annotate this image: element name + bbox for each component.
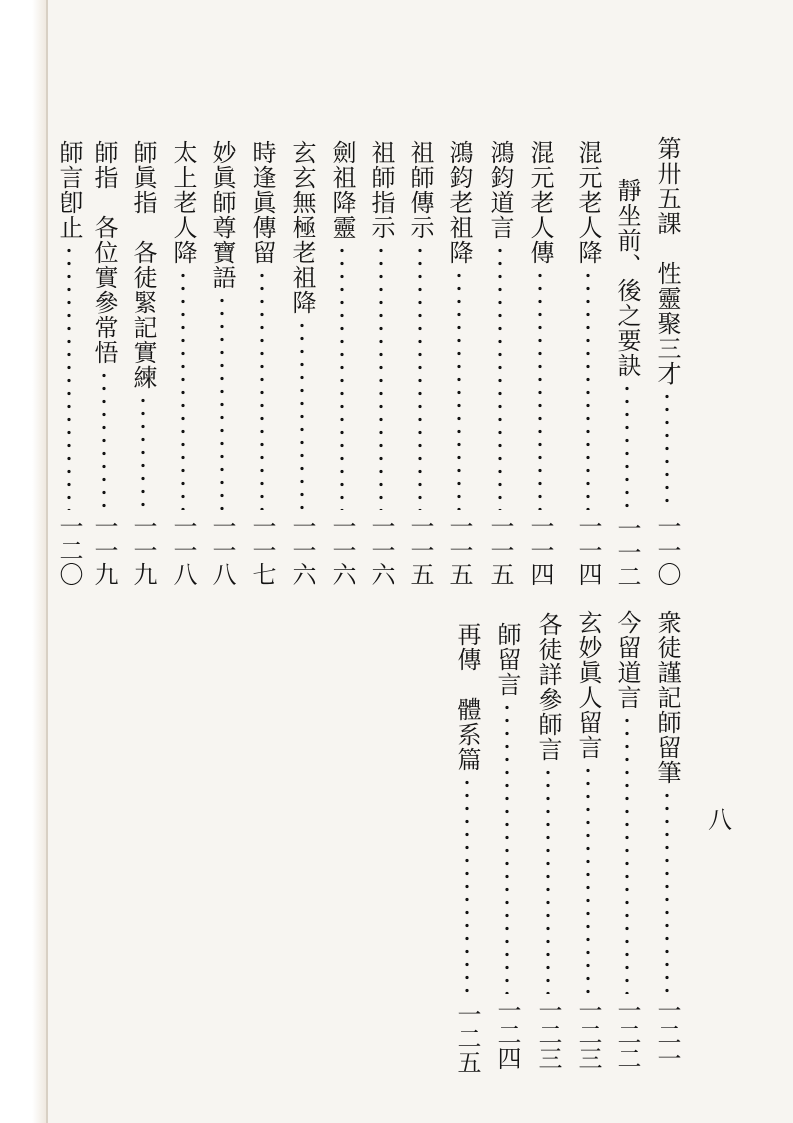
toc-entry: [573, 140, 603, 586]
toc-entry-title: 師留言: [493, 622, 521, 697]
toc-entry-page: 一一四: [526, 514, 554, 586]
toc-entry-page: 一一四: [574, 514, 602, 586]
toc-entry: [492, 622, 522, 1070]
toc-entry: [652, 136, 682, 586]
dot-leader: [586, 764, 590, 994]
toc-entry-title: 劍祖降靈: [328, 140, 356, 240]
dot-leader: [625, 714, 629, 994]
toc-entry-page: 一一六: [328, 514, 356, 586]
dot-leader: [379, 244, 383, 510]
dot-leader: [505, 701, 509, 994]
dot-leader: [418, 244, 422, 510]
dot-leader: [586, 269, 590, 510]
toc-entry-page: 一一二: [613, 516, 641, 588]
toc-entry-page: 一一〇: [653, 514, 681, 586]
page-gutter: [0, 0, 46, 1123]
page-folio: 八: [708, 806, 732, 834]
dot-leader: [220, 294, 224, 510]
toc-entry-page: 一一八: [169, 514, 197, 586]
toc-entry: [89, 140, 119, 586]
toc-entry: [525, 140, 555, 586]
toc-entry: [366, 140, 396, 586]
toc-entry-title: 師眞指 各徒緊記實練: [129, 140, 157, 390]
toc-entry-title: 太上老人降: [169, 140, 197, 265]
toc-entry: [444, 140, 474, 586]
toc-entry-page: 一二三: [574, 998, 602, 1070]
toc-entry-title: 玄玄無極老祖降: [288, 140, 316, 315]
toc-entry-title: 今留道言: [613, 610, 641, 710]
dot-leader: [340, 244, 344, 510]
toc-entry-page: 一一六: [288, 514, 316, 586]
toc-entry-page: 一一九: [90, 514, 118, 586]
toc-entry-title: 第卅五課 性靈聚三才: [653, 136, 681, 386]
toc-entry-title: 靜坐前、後之要訣: [613, 178, 641, 378]
toc-entry-title: 祖師傳示: [406, 140, 434, 240]
dot-leader: [665, 789, 669, 994]
dot-leader: [67, 244, 71, 510]
toc-entry-title: 鴻鈞道言: [486, 140, 514, 240]
toc-entry-title: 混元老人傳: [526, 140, 554, 265]
toc-entry-page: 一二五: [453, 1002, 481, 1074]
toc-entry: [612, 610, 642, 1070]
dot-leader: [625, 382, 629, 512]
toc-entry: [168, 140, 198, 586]
toc-entry: [247, 140, 277, 586]
dot-leader: [181, 269, 185, 510]
toc-entry-title: 再傳 體系篇: [453, 622, 481, 772]
toc-entry: [128, 140, 158, 586]
toc-entry-title: 妙眞師尊寶語: [208, 140, 236, 290]
toc-entry-page: 一一六: [367, 514, 395, 586]
toc-entry-page: 一一八: [208, 514, 236, 586]
toc-entry-title: 師言卽止: [55, 140, 83, 240]
dot-leader: [260, 269, 264, 510]
toc-entry-page: 一二一: [653, 998, 681, 1070]
toc-entry-page: 一一五: [406, 514, 434, 586]
toc-entry-title: 衆徒謹記師留筆: [653, 610, 681, 785]
dot-leader: [465, 776, 469, 998]
toc-entry: [287, 140, 317, 586]
dot-leader: [102, 369, 106, 510]
toc-entry-title: 混元老人降: [574, 140, 602, 265]
toc-entry: [405, 140, 435, 586]
toc-entry-title: 玄妙眞人留言: [574, 610, 602, 760]
toc-entry-title: 師指 各位實參常悟: [90, 140, 118, 365]
dot-leader: [546, 766, 550, 994]
toc-entry-page: 一一五: [445, 514, 473, 586]
toc-entry-title: 鴻鈞老祖降: [445, 140, 473, 265]
toc-entry-page: 一二四: [493, 998, 521, 1070]
dot-leader: [457, 269, 461, 510]
toc-entry: [54, 140, 84, 586]
toc-entry: [485, 140, 515, 586]
toc-entry: [652, 610, 682, 1070]
toc-entry: [207, 140, 237, 586]
toc-entry: [612, 178, 642, 588]
toc-entry-page: 一一五: [486, 514, 514, 586]
toc-entry-page: 一一九: [129, 514, 157, 586]
toc-entry-page: 一二二: [613, 998, 641, 1070]
dot-leader: [498, 244, 502, 510]
toc-entry: [573, 610, 603, 1070]
toc-entry-page: 一一七: [248, 514, 276, 586]
toc-entry: [452, 622, 482, 1074]
dot-leader: [538, 269, 542, 510]
toc-entry-page: 一二〇: [55, 514, 83, 586]
dot-leader: [665, 390, 669, 510]
toc-entry-title: 時逢眞傳留: [248, 140, 276, 265]
toc-entry: [327, 140, 357, 586]
binding-edge: [46, 0, 48, 1123]
dot-leader: [141, 394, 145, 510]
toc-entry-title: 祖師指示: [367, 140, 395, 240]
toc-entry-title: 各徒詳參師言: [534, 612, 562, 762]
toc-entry: [533, 612, 563, 1070]
toc-entry-page: 一二三: [534, 998, 562, 1070]
dot-leader: [300, 319, 304, 510]
